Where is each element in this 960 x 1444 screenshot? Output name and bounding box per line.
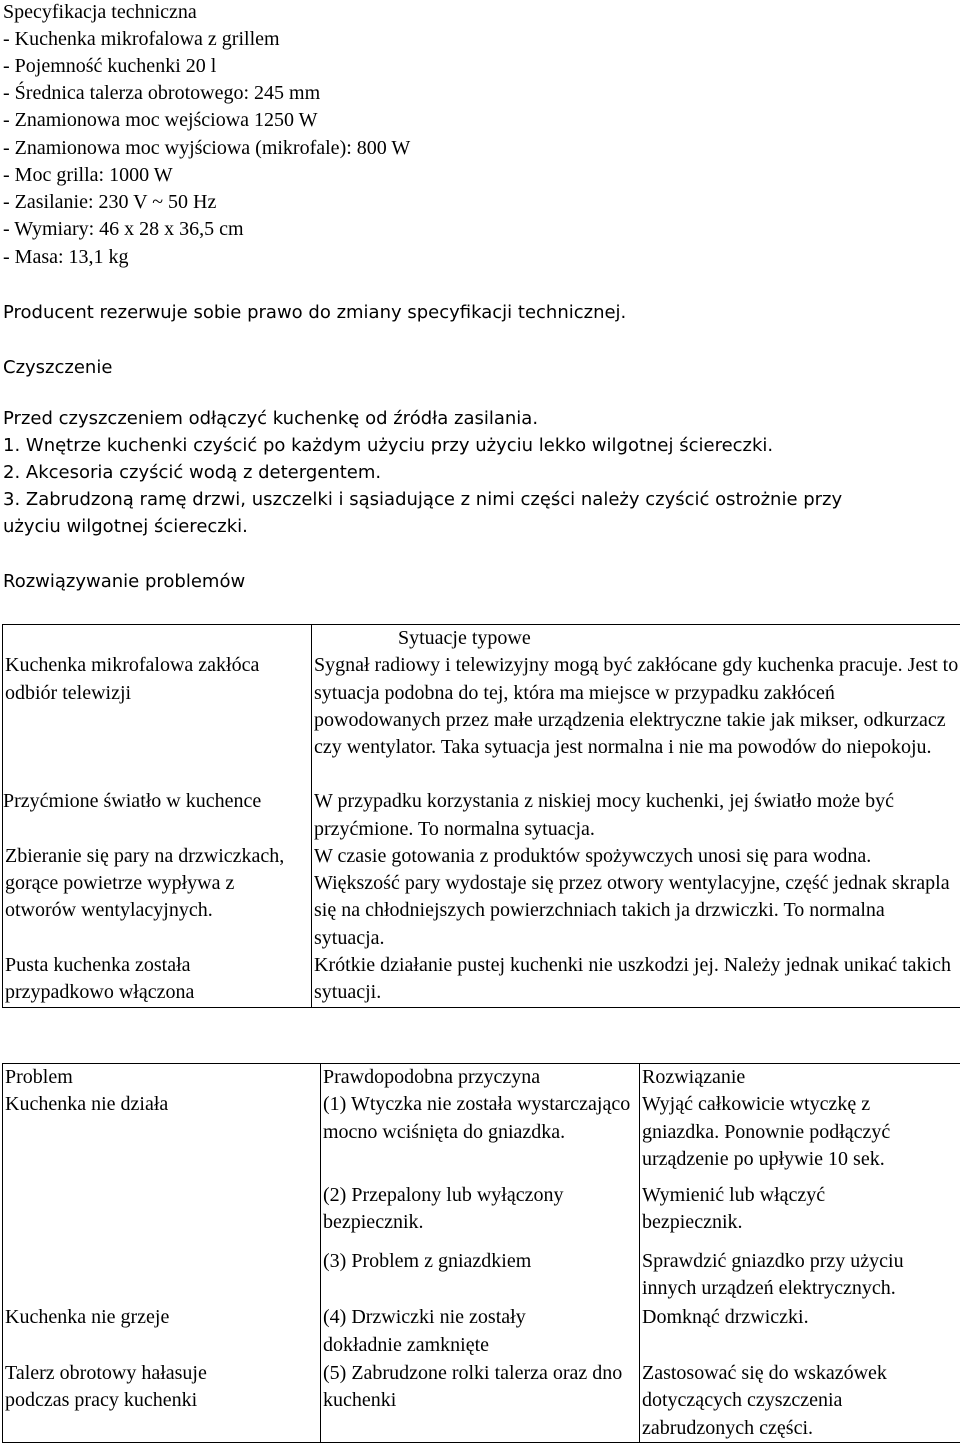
situation-explanation: Sygnał radiowy i telewizyjny mogą być zakłócane gdy kuchenka pracuje. Jest to sytuacja podobna do tej, która ma miejsce w przypadku zakłóceń powodowanych przez małe urządzenia elektryczne takie jak mikser, odkurzacz czy wentylator. Taka sytuacja jest normalna i nie ma powodów do niepokoju. xyxy=(314,654,959,759)
spec-note: Producent rezerwuje sobie prawo do zmiany specyfikacji technicznej. xyxy=(3,302,627,323)
situations-header-row xyxy=(3,625,960,653)
problems-row xyxy=(3,1360,960,1442)
situation-problem: Zbieranie się pary na drzwiczkach, gorące powietrze wypływa z otworów wentylacyjnych. xyxy=(5,844,285,922)
cleaning-step: 3. Zabrudzoną ramę drzwi, uszczelki i sąsiadujące z nimi części należy czyścić ostrożnie przy xyxy=(3,489,843,510)
spec-item: - Wymiary: 46 x 28 x 36,5 cm xyxy=(3,218,244,240)
situation-problem: Pusta kuchenka została przypadkowo włączona xyxy=(5,954,195,1004)
spec-item: - Zasilanie: 230 V ~ 50 Hz xyxy=(3,191,217,213)
situations-header-spacer xyxy=(3,625,312,653)
situations-table xyxy=(2,624,960,1008)
problem-cell: Talerz obrotowy hałasuje podczas pracy kuchenki xyxy=(5,1361,207,1412)
solution-cell: Sprawdzić gniazdko przy użyciu innych urządzeń elektrycznych. xyxy=(642,1249,904,1300)
problems-header-solution: Rozwiązanie xyxy=(642,1066,746,1088)
cause-cell: (3) Problem z gniazdkiem xyxy=(323,1249,532,1272)
situation-problem: Przyćmione światło w kuchence xyxy=(3,790,262,813)
problems-row xyxy=(3,1182,960,1248)
cleaning-step: 1. Wnętrze kuchenki czyścić po każdym użyciu przy użyciu lekko wilgotnej ściereczki. xyxy=(3,435,774,456)
spec-item: - Kuchenka mikrofalowa z grillem xyxy=(3,28,280,50)
situation-row xyxy=(3,952,960,1007)
spec-item: - Pojemność kuchenki 20 l xyxy=(3,55,217,77)
problems-header-cause: Prawdopodobna przyczyna xyxy=(323,1066,541,1088)
problems-row xyxy=(3,1091,960,1182)
problems-table xyxy=(2,1063,960,1443)
spec-item: - Znamionowa moc wyjściowa (mikrofale): 800 W xyxy=(3,137,411,159)
problem-cell: Kuchenka nie działa xyxy=(5,1093,169,1116)
troubleshooting-heading: Rozwiązywanie problemów xyxy=(3,571,246,592)
situations-header-cell xyxy=(312,625,960,653)
situation-explanation: Krótkie działanie pustej kuchenki nie uszkodzi jej. Należy jednak unikać takich sytuacji. xyxy=(314,954,951,1004)
spec-item: - Znamionowa moc wejściowa 1250 W xyxy=(3,109,318,131)
situation-explanation: W przypadku korzystania z niskiej mocy kuchenki, jej światło może być przyćmione. To normalna sytuacja. xyxy=(314,790,895,840)
spec-item: - Średnica talerza obrotowego: 245 mm xyxy=(3,82,321,104)
spec-title: Specyfikacja techniczna xyxy=(3,1,197,23)
cleaning-heading: Czyszczenie xyxy=(3,357,113,378)
cleaning-intro: Przed czyszczeniem odłączyć kuchenkę od źródła zasilania. xyxy=(3,408,539,429)
problem-cell: Kuchenka nie grzeje xyxy=(5,1306,170,1329)
cause-cell: (1) Wtyczka nie została wystarczająco mocno wciśnięta do gniazdka. xyxy=(323,1093,631,1143)
cause-cell: (2) Przepalony lub wyłączony bezpiecznik. xyxy=(323,1184,564,1234)
solution-cell: Zastosować się do wskazówek dotyczących czyszczenia zabrudzonych części. xyxy=(642,1361,887,1439)
situation-problem: Kuchenka mikrofalowa zakłóca odbiór telewizji xyxy=(5,654,260,704)
cause-cell: (5) Zabrudzone rolki talerza oraz dno kuchenki xyxy=(323,1361,623,1412)
spec-item: - Masa: 13,1 kg xyxy=(3,246,129,268)
problems-header-row xyxy=(3,1064,960,1092)
solution-cell: Wyjąć całkowicie wtyczkę z gniazdka. Ponownie podłączyć urządzenie po upływie 10 sek. xyxy=(642,1093,891,1170)
solution-cell: Domknąć drzwiczki. xyxy=(642,1306,809,1329)
situation-row xyxy=(3,843,960,952)
situations-header: Sytuacje typowe xyxy=(398,627,531,649)
situation-row xyxy=(3,652,960,788)
cause-cell: (4) Drzwiczki nie zostały dokładnie zamknięte xyxy=(323,1306,526,1356)
cleaning-step: 2. Akcesoria czyścić wodą z detergentem. xyxy=(3,462,382,483)
problems-row xyxy=(3,1248,960,1305)
situation-row xyxy=(3,788,960,843)
problems-row xyxy=(3,1304,960,1360)
spec-item: - Moc grilla: 1000 W xyxy=(3,164,173,186)
solution-cell: Wymienić lub włączyć bezpiecznik. xyxy=(642,1184,826,1234)
situation-explanation: W czasie gotowania z produktów spożywczych unosi się para wodna. Większość pary wydostaje się przez otwory wentylacyjne, część jednak skrapla się na chłodniejszych powierzchniach takich ja drzwiczki. To normalna sytuacja. xyxy=(314,844,950,949)
cleaning-step-continued: użyciu wilgotnej ściereczki. xyxy=(3,516,248,537)
problems-header-problem: Problem xyxy=(5,1066,73,1088)
